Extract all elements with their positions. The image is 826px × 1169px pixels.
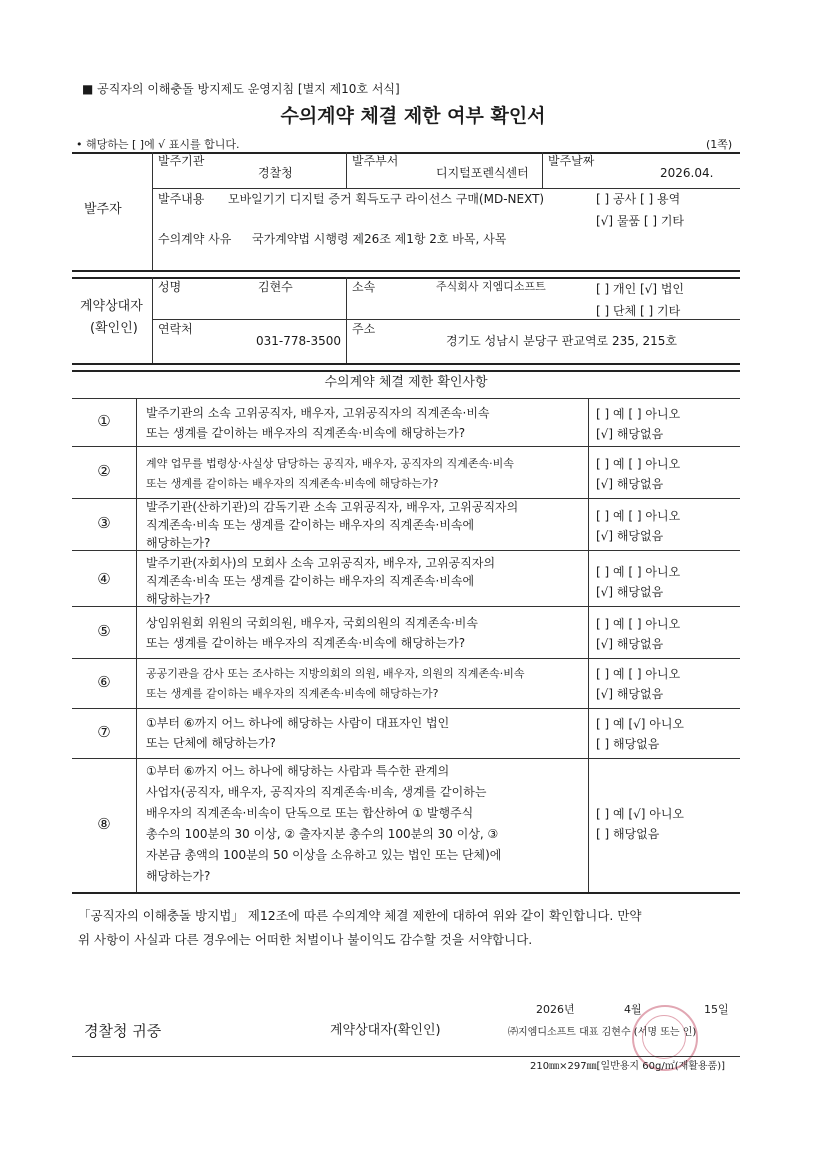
- row-question-line: 사업자(공직자, 배우자, 공직자의 직계존속·비속, 생계를 같이하는: [146, 785, 487, 799]
- row-number: ④: [97, 570, 111, 588]
- row-question-line: 공공기관을 감사 또는 조사하는 지방의회의 의원, 배우자, 의원의 직계존속·비속: [146, 667, 525, 680]
- content-value: 모바일기기 디지털 증거 획득도구 라이선스 구매(MD-NEXT): [228, 192, 545, 206]
- row-question-line: 자본금 총액의 100분의 50 이상을 소유하고 있는 법인 또는 단체)에: [146, 848, 502, 862]
- row-answer-options[interactable]: [ ] 예 [ ] 아니오: [596, 407, 681, 421]
- sign-day: 15일: [704, 1003, 729, 1016]
- page-label: (1쪽): [706, 138, 733, 151]
- document-title: 수의계약 체결 제한 여부 확인서: [280, 105, 546, 127]
- row-answer-options[interactable]: [ ] 예 [ ] 아니오: [596, 509, 681, 523]
- row-answer-na[interactable]: [√] 해당없음: [596, 585, 664, 599]
- org-label: 소속: [352, 280, 376, 294]
- row-number: ①: [97, 412, 111, 430]
- row-question-line: 해당하는가?: [146, 592, 211, 606]
- row-question-line: 계약 업무를 법령상·사실상 담당하는 공직자, 배우자, 공직자의 직계존속·비속: [146, 457, 514, 470]
- date-label: 발주날짜: [548, 154, 595, 168]
- row-number: ⑥: [97, 673, 111, 691]
- checklist-title: 수의계약 체결 제한 확인사항: [324, 375, 488, 390]
- row-question-line: 또는 단체에 해당하는가?: [146, 736, 276, 750]
- dept-value: 디지털포렌식센터: [436, 166, 529, 180]
- address-value: 경기도 성남시 분당구 판교역로 235, 215호: [446, 334, 677, 348]
- row-number: ⑤: [97, 622, 111, 640]
- row-answer-options[interactable]: [ ] 예 [√] 아니오: [596, 717, 684, 731]
- agency-value: 경찰청: [258, 166, 293, 180]
- sign-month: 4월: [624, 1003, 642, 1016]
- row-question-line: ①부터 ⑥까지 어느 하나에 해당하는 사람이 대표자인 법인: [146, 716, 450, 730]
- row-question-line: 발주기관(산하기관)의 감독기관 소속 고위공직자, 배우자, 고위공직자의: [146, 500, 519, 514]
- client-type-options-2[interactable]: [√] 물품 [ ] 기타: [596, 214, 684, 228]
- instruction-text: • 해당하는 [ ]에 √ 표시를 합니다.: [76, 138, 240, 151]
- row-question-line: ①부터 ⑥까지 어느 하나에 해당하는 사람과 특수한 관계의: [146, 764, 450, 778]
- contractor-section-label: 계약상대자: [80, 299, 143, 314]
- row-question-line: 해당하는가?: [146, 536, 211, 550]
- client-section-label: 발주자: [84, 202, 122, 217]
- row-question-line: 또는 생계를 같이하는 배우자의 직계존속·비속에 해당하는가?: [146, 636, 466, 650]
- recipient: 경찰청 귀중: [84, 1022, 162, 1040]
- phone-value: 031-778-3500: [256, 334, 342, 348]
- dept-label: 발주부서: [352, 154, 399, 168]
- signer-label: 계약상대자(확인인): [330, 1023, 441, 1038]
- contractor-section-sublabel: (확인인): [90, 321, 138, 336]
- date-value: 2026.04.: [660, 166, 714, 180]
- contractor-type-options-1[interactable]: [ ] 개인 [√] 법인: [596, 282, 684, 296]
- agency-label: 발주기관: [158, 154, 205, 168]
- row-question-line: 발주기관의 소속 고위공직자, 배우자, 고위공직자의 직계존속·비속: [146, 406, 490, 420]
- row-answer-options[interactable]: [ ] 예 [√] 아니오: [596, 807, 684, 821]
- content-label: 발주내용: [158, 192, 205, 206]
- paper-spec: 210㎜×297㎜[일반용지 60g/㎡(재활용품)]: [530, 1061, 726, 1072]
- row-answer-na[interactable]: [√] 해당없음: [596, 687, 664, 701]
- row-question-line: 발주기관(자회사)의 모회사 소속 고위공직자, 배우자, 고위공직자의: [146, 556, 496, 570]
- reason-value: 국가계약법 시행령 제26조 제1항 2호 바목, 사목: [252, 232, 507, 246]
- row-answer-na[interactable]: [ ] 해당없음: [596, 827, 660, 841]
- row-number: ③: [97, 514, 111, 532]
- name-value: 김현수: [258, 280, 293, 294]
- org-value: 주식회사 지엠디소프트: [436, 280, 546, 293]
- row-question-line: 배우자의 직계존속·비속이 단독으로 또는 합산하여 ① 발행주식: [146, 806, 474, 820]
- declaration-line-2: 위 사항이 사실과 다른 경우에는 어떠한 처벌이나 불이익도 감수할 것을 서약합니다.: [78, 932, 533, 947]
- declaration-line-1: 「공직자의 이해충돌 방지법」 제12조에 따른 수의계약 체결 제한에 대하여 위와 같이 확인합니다. 만약: [78, 908, 642, 923]
- row-answer-na[interactable]: [√] 해당없음: [596, 529, 664, 543]
- row-number: ⑧: [97, 815, 111, 833]
- row-answer-na[interactable]: [√] 해당없음: [596, 637, 664, 651]
- address-label: 주소: [352, 322, 376, 336]
- row-answer-na[interactable]: [√] 해당없음: [596, 427, 664, 441]
- row-answer-na[interactable]: [ ] 해당없음: [596, 737, 660, 751]
- row-question-line: 또는 생계를 같이하는 배우자의 직계존속·비속에 해당하는가?: [146, 426, 466, 440]
- reason-label: 수의계약 사유: [158, 232, 232, 246]
- row-number: ⑦: [97, 723, 111, 741]
- row-question-line: 해당하는가?: [146, 869, 211, 883]
- signer-value: ㈜지엠디소프트 대표 김현수 (서명 또는 인): [508, 1027, 697, 1038]
- row-answer-options[interactable]: [ ] 예 [ ] 아니오: [596, 565, 681, 579]
- row-answer-options[interactable]: [ ] 예 [ ] 아니오: [596, 457, 681, 471]
- row-question-line: 또는 생계를 같이하는 배우자의 직계존속·비속에 해당하는가?: [146, 687, 439, 700]
- phone-label: 연락처: [158, 322, 193, 336]
- row-number: ②: [97, 462, 111, 480]
- form-reference: ■ 공직자의 이해충돌 방지제도 운영지침 [별지 제10호 서식]: [82, 82, 400, 96]
- row-question-line: 또는 생계를 같이하는 배우자의 직계존속·비속에 해당하는가?: [146, 477, 439, 490]
- row-answer-options[interactable]: [ ] 예 [ ] 아니오: [596, 617, 681, 631]
- client-type-options-1[interactable]: [ ] 공사 [ ] 용역: [596, 192, 681, 206]
- contractor-type-options-2[interactable]: [ ] 단체 [ ] 기타: [596, 304, 681, 318]
- row-question-line: 직계존속·비속 또는 생계를 같이하는 배우자의 직계존속·비속에: [146, 574, 475, 588]
- row-question-line: 상임위원회 위원의 국회의원, 배우자, 국회의원의 직계존속·비속: [146, 616, 478, 630]
- sign-year: 2026년: [536, 1003, 575, 1016]
- name-label: 성명: [158, 280, 182, 294]
- row-answer-options[interactable]: [ ] 예 [ ] 아니오: [596, 667, 681, 681]
- row-question-line: 직계존속·비속 또는 생계를 같이하는 배우자의 직계존속·비속에: [146, 518, 475, 532]
- row-question-line: 총수의 100분의 30 이상, ② 출자지분 총수의 100분의 30 이상, ③: [146, 827, 499, 841]
- row-answer-na[interactable]: [√] 해당없음: [596, 477, 664, 491]
